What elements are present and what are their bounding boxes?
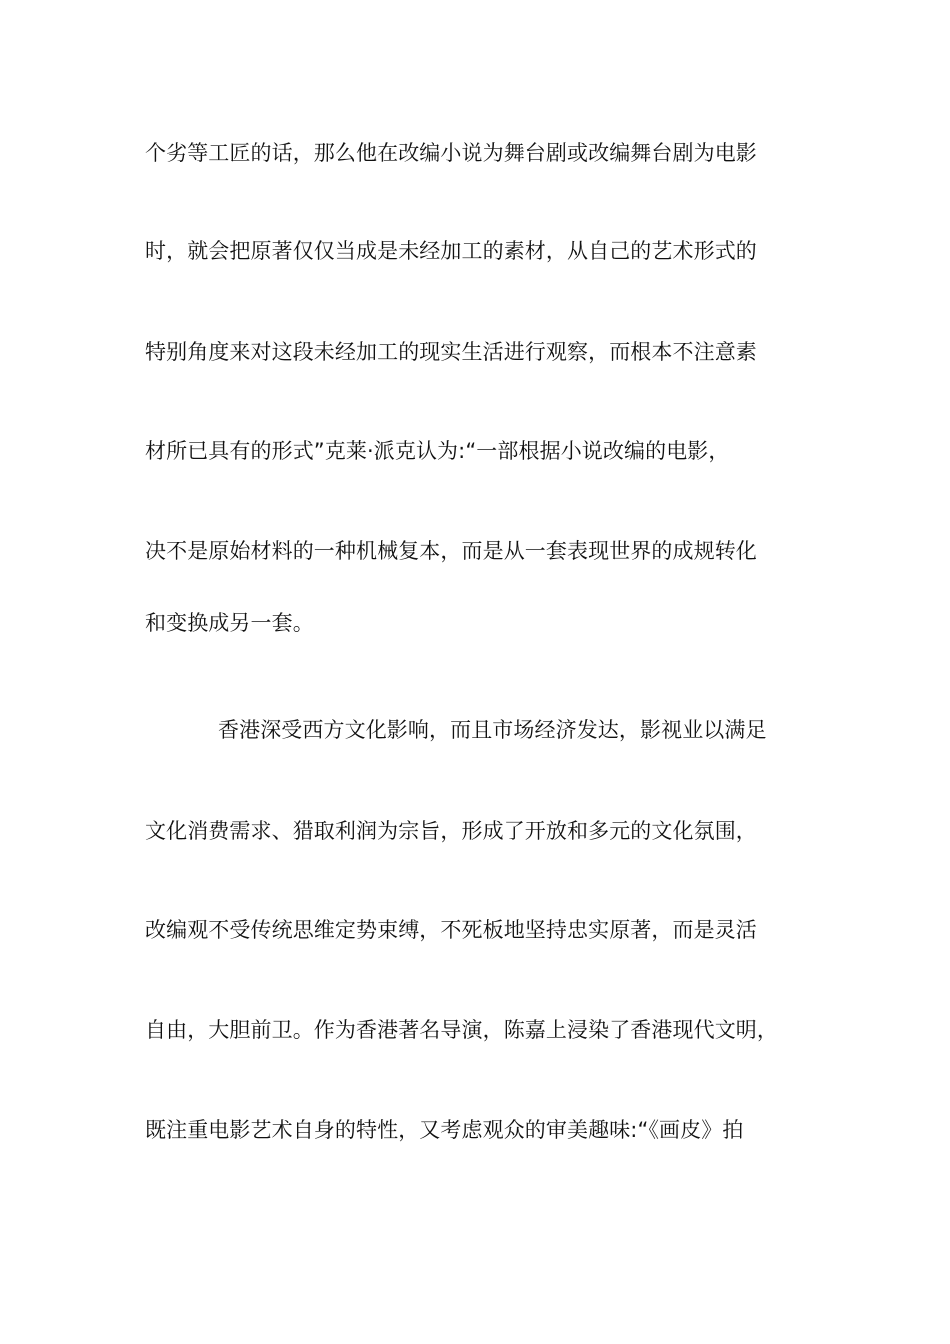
text-line: 特别角度来对这段未经加工的现实生活进行观察，而根本不注意素: [145, 340, 757, 364]
text-line: 既注重电影艺术自身的特性，又考虑观众的审美趣味:“《画皮》拍: [145, 1118, 744, 1142]
text-line: 个劣等工匠的话，那么他在改编小说为舞台剧或改编舞台剧为电影: [145, 141, 757, 165]
text-line: 自由，大胆前卫。作为香港著名导演，陈嘉上浸染了香港现代文明，: [145, 1018, 778, 1042]
text-line: 决不是原始材料的一种机械复本，而是从一套表现世界的成规转化: [145, 539, 757, 563]
text-line: 材所已具有的形式”克莱·派克认为:“一部根据小说改编的电影，: [145, 439, 730, 463]
text-line: 和变换成另一套。: [145, 611, 314, 635]
text-line: 文化消费需求、猎取利润为宗旨，形成了开放和多元的文化氛围，: [145, 819, 757, 843]
text-line: 时，就会把原著仅仅当成是未经加工的素材，从自己的艺术形式的: [145, 239, 757, 263]
text-line: 改编观不受传统思维定势束缚，不死板地坚持忠实原著，而是灵活: [145, 918, 757, 942]
paragraph-first-line: 香港深受西方文化影响，而且市场经济发达，影视业以满足: [218, 718, 767, 742]
